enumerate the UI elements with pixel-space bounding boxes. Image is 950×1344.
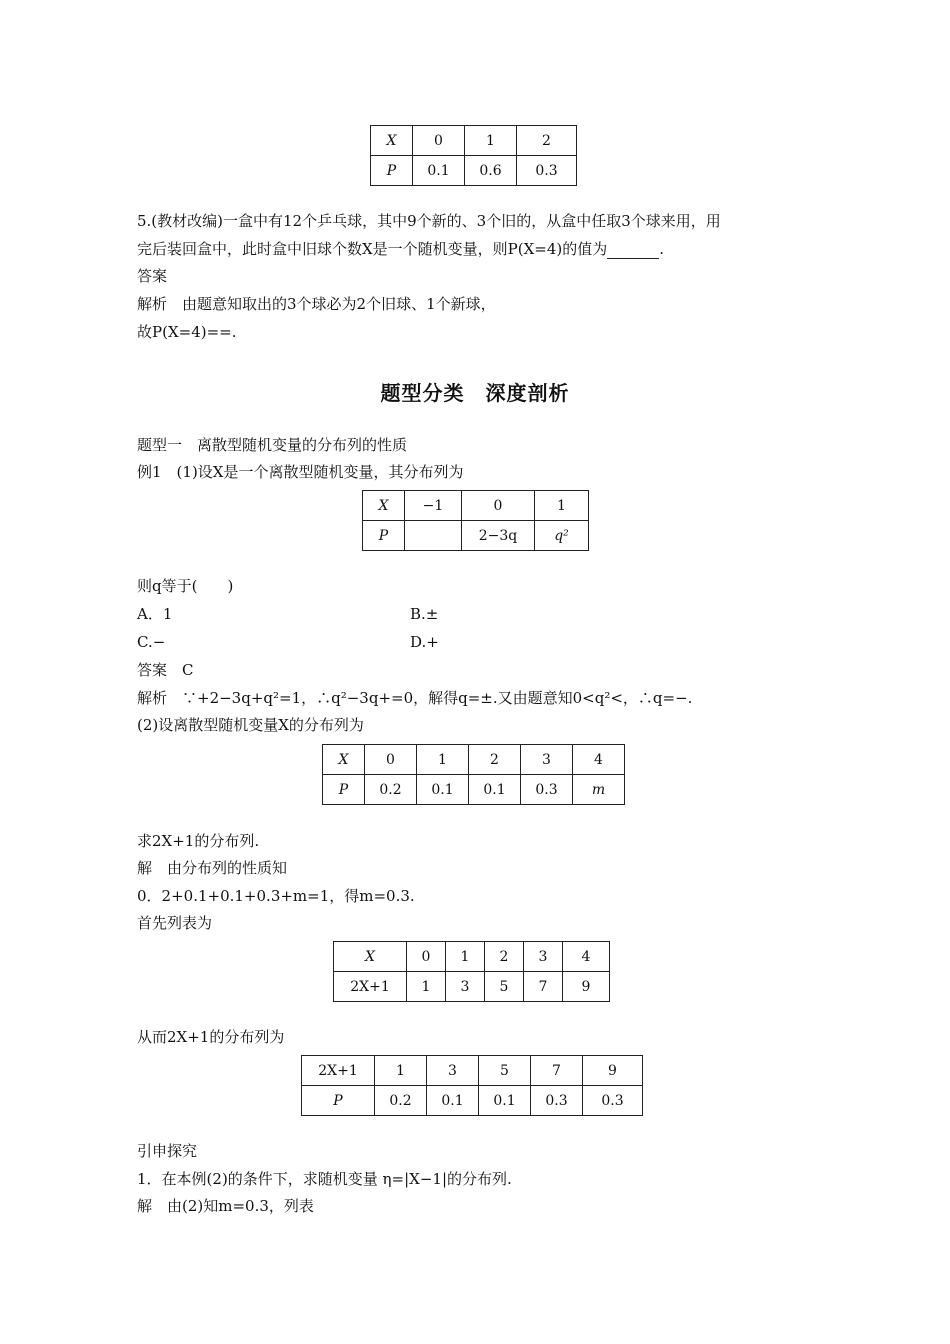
type-heading: 题型一 离散型随机变量的分布列的性质 — [137, 436, 408, 454]
table-cell: 4 — [573, 745, 625, 775]
table-cell: 0.1 — [479, 1086, 531, 1116]
question-5-line1: 5.(教材改编)一盒中有12个乒乓球，其中9个新的、3个旧的，从盒中任取3个球来用，用 — [137, 212, 721, 230]
table-cell: 3 — [427, 1056, 479, 1086]
answer-text: 答案 C — [137, 661, 194, 679]
table-cell: 1 — [417, 745, 469, 775]
solution-text: 解 由分布列的性质知 — [137, 859, 288, 877]
table-cell: 1 — [465, 126, 517, 156]
table-cell: 1 — [407, 972, 446, 1002]
analysis-text: 解析 由题意知取出的3个球必为2个旧球、1个新球， — [137, 295, 496, 313]
table-cell: 4 — [563, 942, 610, 972]
example-1-text: 例1 (1)设X是一个离散型随机变量，其分布列为 — [137, 463, 464, 481]
table-cell: 5 — [485, 972, 524, 1002]
answer-label: 答案 — [137, 267, 168, 285]
mapping-table — [333, 941, 610, 1002]
answer-blank — [607, 243, 659, 259]
table-cell: 2 — [485, 942, 524, 972]
table-cell: P — [371, 156, 413, 186]
question-text: 则q等于( ) — [137, 577, 234, 595]
table-cell: 0.3 — [517, 156, 577, 186]
table-cell: 0.1 — [413, 156, 465, 186]
table-cell: 2 — [469, 745, 521, 775]
table-cell: X — [334, 942, 407, 972]
table-cell: 0 — [407, 942, 446, 972]
extension-question: 1．在本例(2)的条件下，求随机变量 η=|X−1|的分布列. — [137, 1170, 512, 1188]
table-cell: 7 — [531, 1056, 583, 1086]
table-cell: 2−3q — [462, 521, 535, 551]
table-cell: X — [363, 491, 405, 521]
ask-text: 求2X+1的分布列. — [137, 832, 260, 850]
first-table-text: 首先列表为 — [137, 914, 213, 932]
table-cell: 5 — [479, 1056, 531, 1086]
table-cell: 3 — [521, 745, 573, 775]
table-cell: q² — [535, 521, 589, 551]
table-cell: 0 — [413, 126, 465, 156]
table-cell: 0.3 — [531, 1086, 583, 1116]
table-cell: 0.1 — [469, 775, 521, 805]
table-cell: 2X+1 — [302, 1056, 375, 1086]
table-cell: 0.2 — [375, 1086, 427, 1116]
part-2-text: (2)设离散型随机变量X的分布列为 — [137, 716, 364, 734]
extension-heading: 引申探究 — [137, 1142, 198, 1160]
table-cell: 0 — [462, 491, 535, 521]
table-cell: 0.6 — [465, 156, 517, 186]
extension-solution: 解 由(2)知m=0.3，列表 — [137, 1197, 314, 1215]
table-cell: P — [302, 1086, 375, 1116]
question-5-line2 — [137, 239, 664, 259]
table-cell: 9 — [583, 1056, 643, 1086]
table-cell: 0.3 — [521, 775, 573, 805]
table-cell: 0.1 — [427, 1086, 479, 1116]
table-cell: 1 — [446, 942, 485, 972]
table-cell: 0.3 — [583, 1086, 643, 1116]
table-cell: 1 — [375, 1056, 427, 1086]
table-cell: −1 — [405, 491, 462, 521]
table-cell: 0 — [365, 745, 417, 775]
distribution-table-2 — [362, 490, 589, 551]
table-cell: 3 — [524, 942, 563, 972]
table-cell: m — [573, 775, 625, 805]
option-b: B.± — [410, 605, 439, 623]
table-cell: 3 — [446, 972, 485, 1002]
analysis-text: 解析 ∵+2−3q+q²=1，∴q²−3q+=0，解得q=±.又由题意知0<q²<，∴q=−. — [137, 689, 693, 707]
option-d: D.+ — [410, 633, 439, 651]
table-cell: 0.2 — [365, 775, 417, 805]
table-cell: 9 — [563, 972, 610, 1002]
distribution-table-3 — [322, 744, 625, 805]
sum-text: 0．2+0.1+0.1+0.3+m=1，得m=0.3. — [137, 887, 415, 905]
table-cell: X — [323, 745, 365, 775]
table-cell: 0.1 — [417, 775, 469, 805]
table-cell: X — [371, 126, 413, 156]
question-5-end: . — [659, 240, 665, 258]
thus-text: 从而2X+1的分布列为 — [137, 1028, 285, 1046]
table-cell: P — [323, 775, 365, 805]
table-cell: 2X+1 — [334, 972, 407, 1002]
question-5-text: 完后装回盒中，此时盒中旧球个数X是一个随机变量，则P(X=4)的值为 — [137, 240, 608, 258]
table-cell — [405, 521, 462, 551]
section-title: 题型分类 深度剖析 — [380, 381, 570, 405]
conclusion-text: 故P(X=4)==. — [137, 323, 237, 341]
table-cell: P — [363, 521, 405, 551]
table-cell: 7 — [524, 972, 563, 1002]
distribution-table-1 — [370, 125, 577, 186]
option-a: A．1 — [137, 605, 173, 623]
distribution-table-5 — [301, 1055, 643, 1116]
table-cell: 1 — [535, 491, 589, 521]
table-cell: 2 — [517, 126, 577, 156]
option-c: C.− — [137, 633, 166, 651]
